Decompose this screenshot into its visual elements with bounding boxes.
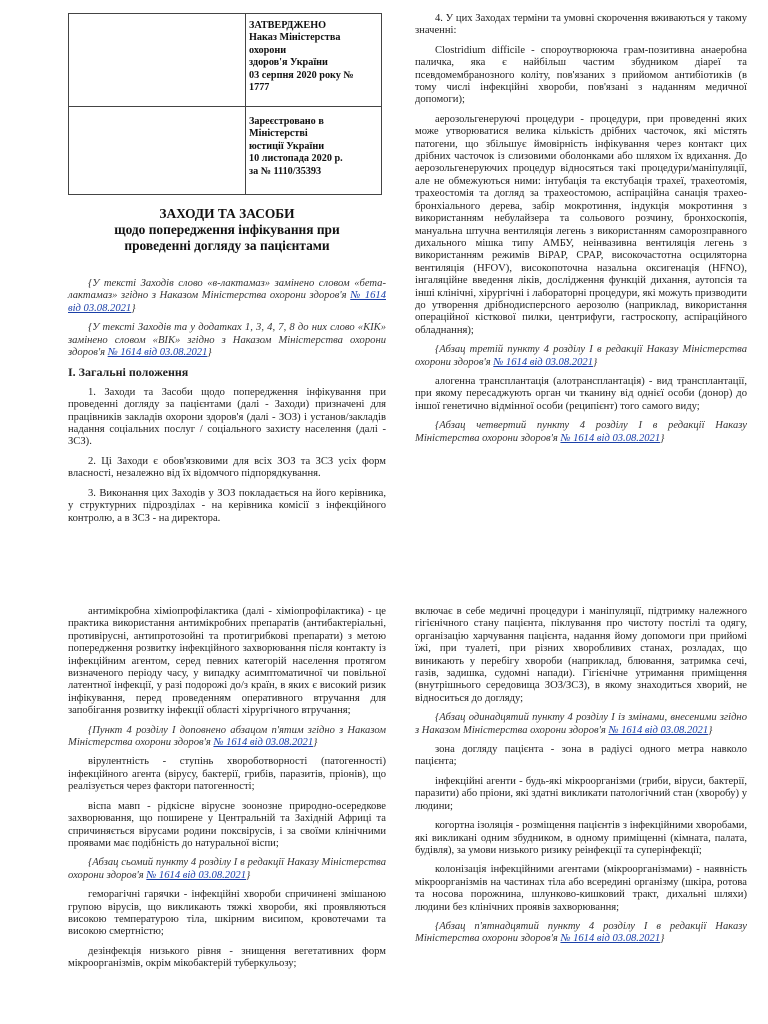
registration-line: Міністерстві <box>249 128 308 140</box>
definition: зона догляду пацієнта - зона в радіусі одного метра навколо пацієнта; <box>415 744 747 768</box>
paragraph: 4. У цих Заходах терміни та умовні скорочення вживаються у такому значенні: <box>415 13 747 37</box>
amendment-note: {Абзац п'ятнадцятий пункту 4 розділу I в редакції Наказу Міністерства охорони здоров'я № 1614 від 03.08.2021} <box>415 920 747 945</box>
registration-line: 10 листопада 2020 р. <box>249 153 343 165</box>
definition: інфекційні агенти - будь-які мікроорганізми (гриби, віруси, бактерії, паразити) або пріони, які здатні викликати патологічний стан (хворобу) у людини; <box>415 775 747 812</box>
title-line-1: ЗАХОДИ ТА ЗАСОБИ <box>159 206 295 221</box>
definition: колонізація інфекційними агентами (мікроорганізмами) - наявність мікроорганізмів на частинах тіла або всередині організму (шкіра, ротова та носова порожнина, шлунково-кишковий тракт, дихальні шляхи) людини без клінічних проявів захворювання; <box>415 864 747 913</box>
order-link[interactable]: № 1614 від 03.08.2021 <box>560 432 661 444</box>
approval-text <box>249 20 379 94</box>
amendment-note: {Пункт 4 розділу I доповнено абзацом п'ятим згідно з Наказом Міністерства охорони здоров'я № 1614 від 03.08.2021} <box>68 724 386 749</box>
title-line-3: проведенні догляду за пацієнтами <box>124 238 330 253</box>
paragraph: 3. Виконання цих Заходів у ЗОЗ покладається на його керівника, у структурних підрозділах - на керівника комісії з інфекційного контролю, а в ЗСЗ - на директора. <box>68 487 386 524</box>
order-link[interactable]: № 1614 від 03.08.2021 <box>493 356 593 368</box>
order-link[interactable]: № 1614 від 03.08.2021 <box>107 347 208 359</box>
definition: геморагічні гарячки - інфекційні хвороби спричинені змішаною групою вірусів, що викликають тяжкі хвороби, які проявляються високою температурою тіла, шкірним висипом, кровотечами та високою смертністю; <box>68 889 386 938</box>
definition: віспа мавп - рідкісне вірусне зоонозне природно-осередкове захворювання, що поширене у Центральній та Західній Африці та спричиняється вірусами родини поксвірусів, і за своїми клінічними проявами має подібність до натуральної віспи; <box>68 800 386 849</box>
definition: Clostridium difficile - спороутворююча грам-позитивна анаеробна паличка, яка є найбільш частим збудником діареї та псевдомембранозного коліту, пов'язаних з прийомом антибіотиків (в тому числі інфекційні хвороби, пов'язані з наданням медичної допомоги); <box>415 44 747 106</box>
paragraph: 1. Заходи та Засоби щодо попередження інфікування при проведенні догляду за пацієнтами (далі - Заходи) призначені для працівників закладів охорони здоров'я (далі - ЗОЗ) і установ/закладів надання соціальних послуг / соціального захисту населення (далі - ЗСЗ). <box>68 386 386 448</box>
title-line-2: щодо попередження інфікування при <box>114 222 340 237</box>
definition-continued: включає в себе медичні процедури і маніпуляції, підтримку належного гігієнічного стану пацієнта, піклування про чистоту постілі та одягу, організацію харчування пацієнта, надання йому допомоги при прийомі їжі, при туалеті, при різних хворобливих станах, розладах, що виникають у перебігу хвороби (наприклад, блювання, затримка сечі, газів, задишка, судомні напади). Гігієнічне утримання приміщення (внутрішнього середовища ЗОЗ/ЗСЗ), в якому знаходиться хворий, не відноситься до догляду; <box>415 606 747 704</box>
document-title <box>68 206 386 254</box>
approval-line: Наказ Міністерства охорони <box>249 32 341 56</box>
box-divider-vertical <box>245 14 246 194</box>
approval-line: здоров'я України <box>249 57 328 69</box>
amendment-note: {У тексті Заходів та у додатках 1, 3, 4, 7, 8 до них слово «КІК» замінено словом «ВІК» згідно з Наказом Міністерства охорони здоров'я № 1614 від 03.08.2021} <box>68 322 386 359</box>
amendment-note: {Абзац третій пункту 4 розділу I в редакції Наказу Міністерства охорони здоров'я № 1614 від 03.08.2021} <box>415 344 747 368</box>
section-heading: I. Загальні положення <box>68 365 189 380</box>
definition: аерозольгенеруючі процедури - процедури, при проведенні яких може утворюватися велика кількість дрібних часточок, які містять патогени, що збільшує ймовірність інфікування через контакт цих дрібних часточок із слизовими оболонками або шляхом їх вдихання. До аерозольгенеруючих процедур відносяться такі процедури/маніпуляції, але не обмежуються ними: інтубація та екстубація трахеї, трахеотомія, трахеостомія та догляд за трахеостомою, аспіраційна санація трахео-бронхіального дерева, забір мокротиння, індукція мокротиння з використанням небулайзера та сольового розчину, бронхоскопія, мануальна штучна вентиляція легень з використанням саморозправного дихального мішка типу АМБУ, неінвазивна вентиляція легень з використанням режимів BiPAP, CPAP, високочастотна осциляторна вентиляція (HFOV), високопоточна назальна оксигенація (HFNO), інгаляційне введення ліків, дослідження функцій дихання, аутопсія та інші клінічні, хірургічні і лабораторні процедури, які можуть призводити до утворення дрібнодисперсного аерозолю (наприклад, використання операційної кісткової пилки, центрифуги, гастроскопу, аспіраційного обладнання); <box>415 113 747 336</box>
definition: когортна ізоляція - розміщення пацієнтів з інфекційними хворобами, які викликані одним збудником, в одному приміщенні (кімната, палата, будівля), за умови низького ризику реінфекції та суперінфекції; <box>415 820 747 856</box>
approval-line: 03 серпня 2020 року № <box>249 69 354 81</box>
amendment-note: {Абзац четвертий пункту 4 розділу I в редакції Наказу Міністерства охорони здоров'я № 1614 від 03.08.2021} <box>415 420 747 444</box>
amendment-note: {У тексті Заходів слово «в-лактамаз» замінено словом «бета-лактамаз» згідно з Наказом Міністерства охорони здоров'я № 1614 від 03.08.2021} <box>68 278 386 314</box>
box-divider-horizontal <box>69 106 381 107</box>
paragraph: 2. Ці Заходи є обов'язковими для всіх ЗОЗ та ЗСЗ усіх форм власності, незалежно від їх відомчого підпорядкування. <box>68 455 386 480</box>
registration-line: юстиції України <box>249 140 325 152</box>
order-link[interactable]: № 1614 від 03.08.2021 <box>608 724 709 736</box>
left-column-top <box>68 278 386 532</box>
definition: алогенна трансплантація (алотрансплантація) - вид трансплантації, при якому пересаджують орган чи тканину від однієї особи (донор) до іншої генетично відмінної особи (реципієнт) того самого виду; <box>415 375 747 412</box>
right-column-top <box>415 13 747 452</box>
registration-text <box>249 116 379 178</box>
registration-line: Зареєстровано в <box>249 116 324 127</box>
definition: дезінфекція низького рівня - знищення вегетативних форм мікроорганізмів, окрім мікобактерій туберкульозу; <box>68 945 386 970</box>
left-column-bottom <box>68 606 386 978</box>
approval-line: ЗАТВЕРДЖЕНО <box>249 20 327 31</box>
definition: вірулентність - ступінь хвороботворності (патогенності) інфекційного агента (вірусу, бактерії, грибів, паразитів, пріонів), що реалізується через фактори патогенності; <box>68 756 386 793</box>
definition: антимікробна хіміопрофілактика (далі - хіміопрофілактика) - це практика використання антимікробних препаратів (антибактеріальні, противірусні, антипротозойні та протигрибкові препарати) з метою попередження розвитку інфекційного захворювання після контакту із інфекційним агентом, серед певних категорій населення протягом визначеного періоду часу, у випадку асимптоматичної чи повільної латентної інфекції, у разі подорожі до/з країн, в яких є високий ризик інфікування, перед проведенням оперативного втручання для запобігання розвитку інфекції області хірургічного втручання; <box>68 606 386 717</box>
order-link[interactable]: № 1614 від 03.08.2021 <box>146 869 246 881</box>
right-column-bottom <box>415 606 747 953</box>
amendment-note: {Абзац одинадцятий пункту 4 розділу I із змінами, внесеними згідно з Наказом Міністерства охорони здоров'я № 1614 від 03.08.2021} <box>415 712 747 736</box>
order-link[interactable]: № 1614 від 03.08.2021 <box>68 290 386 314</box>
approval-line: 1777 <box>249 82 270 94</box>
registration-line: за № 1110/35393 <box>249 165 322 177</box>
order-link[interactable]: № 1614 від 03.08.2021 <box>560 933 661 945</box>
amendment-note: {Абзац сьомий пункту 4 розділу I в редакції Наказу Міністерства охорони здоров'я № 1614 від 03.08.2021} <box>68 857 386 881</box>
approval-stamp-box <box>68 13 382 195</box>
order-link[interactable]: № 1614 від 03.08.2021 <box>213 737 314 749</box>
